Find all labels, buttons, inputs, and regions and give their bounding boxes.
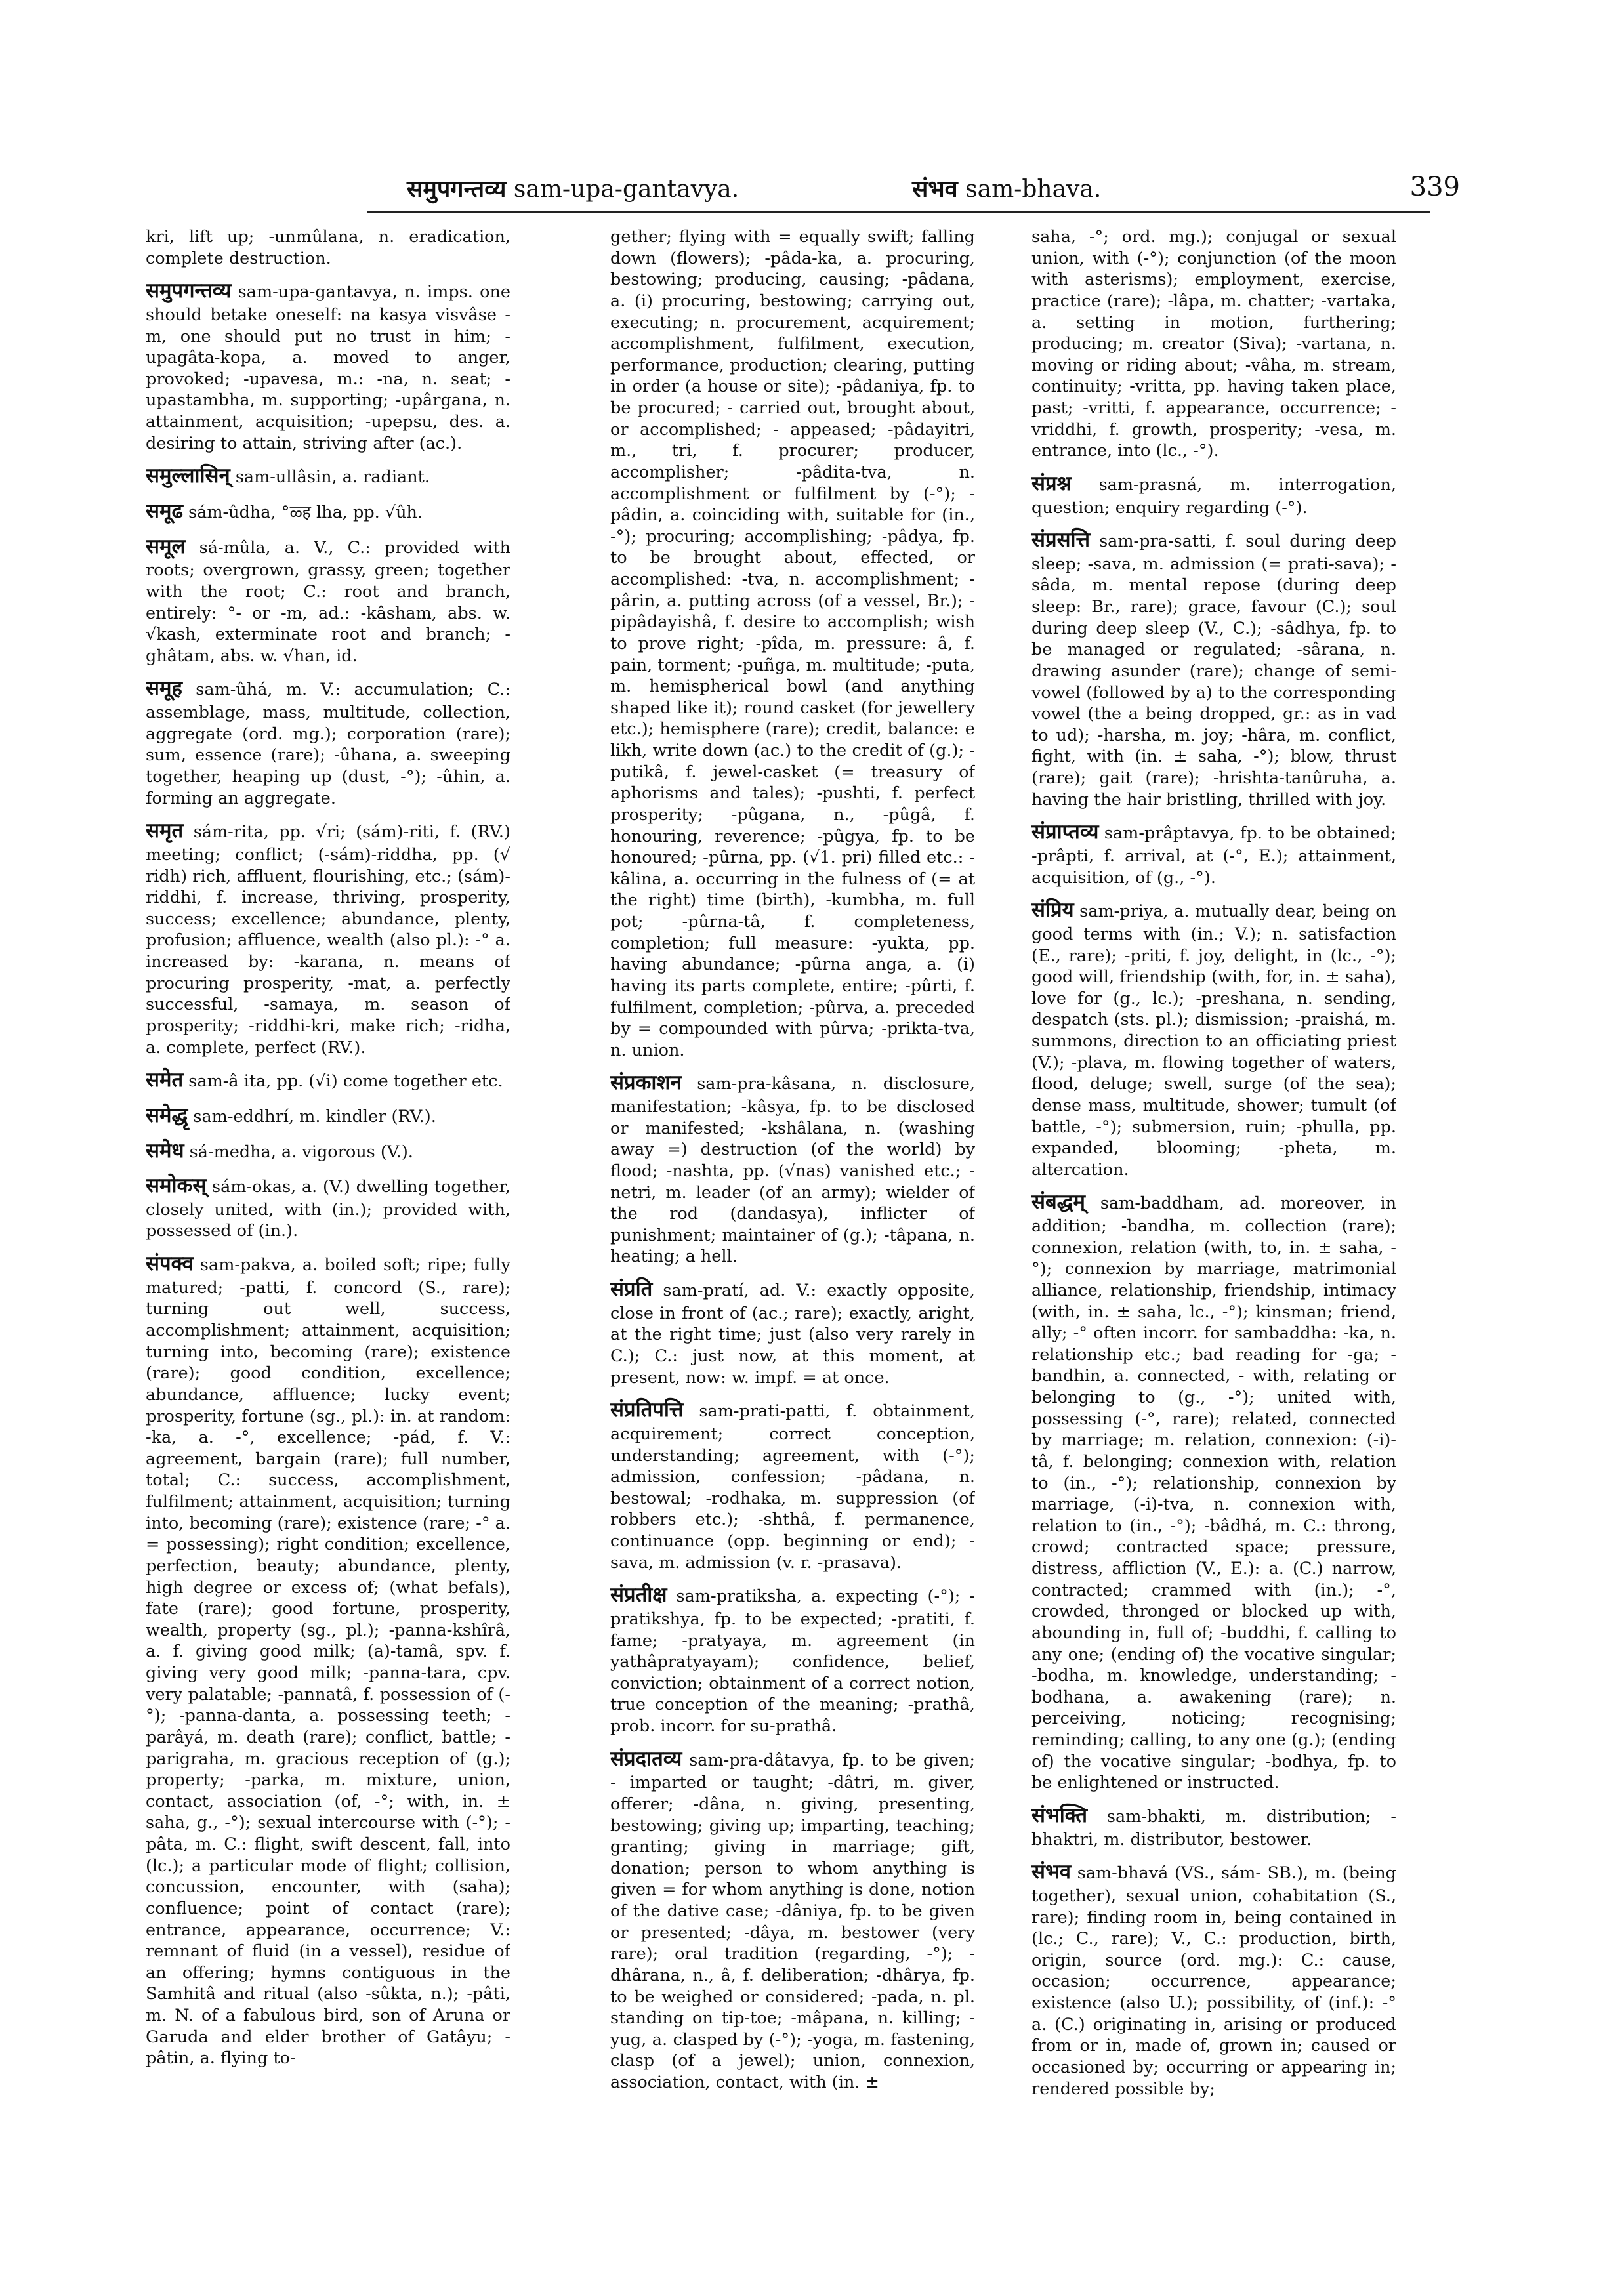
entry-definition: sam-pakva, a. boiled soft; ripe; fully matured; -patti, f. concord (S., rare); turning out well, success, accomplishment; attainment, acquisition; turning into, becoming (rare); existence (rare); good condition, excellence; abundance, affluence; lucky event; prosperity, fortune (sg., pl.): in. at random: -ka, a. -°, excellence; -pád, f. V.: agreement, bargain (rare); full number, total; C.: success, accomplishment, fulfilment; attainment, acquisition; turning into, becoming (rare); existence (rare; -° a. = possessing); right condition; excellence, perfection, beauty; abundance, plenty, high degree or excess of; (what befals), fate (rare); good fortune, prosperity, wealth, property (sg., pl.); -panna-kshîrâ, a. f. giving good milk; (a)-tamâ, spv. f. giving very good milk; -panna-tara, cpv. very palatable; -pannatâ, f. possession of (-°); -panna-danta, a. possessing teeth; -parâyá, m. death (rare); conflict, battle; -parigraha, m. gracious reception of (g.); property; -parka, m. mixture, union, contact, association (of, -°; with, in. ± saha, g., -°); sexual intercourse with (-°); -pâta, m. C.: flight, swift descent, fall, into (lc.); a particular mode of flight; collision, concussion, encounter, with (saha); confluence; point of contact (rare); entrance, appearance, occurrence; V.: remnant of fluid (in a vessel), residue of an offering; hymns contiguous in the Samhitâ and ritual (also -sûkta, n.); -pâti, m. N. of a fabulous bird, son of Aruna or Garuda and elder brother of Gatâyu; -pâtin, a. flying to- — [146, 1255, 510, 2069]
dictionary-entry — [146, 676, 510, 809]
dictionary-entry — [610, 226, 975, 1061]
dictionary-entry — [1031, 819, 1396, 888]
dictionary-entry — [1031, 471, 1396, 518]
entry-headword: संप्राप्तव्य — [1031, 820, 1099, 844]
entry-headword: संप्रतीक्ष — [610, 1583, 667, 1607]
entry-headword: समूह — [146, 676, 182, 701]
dictionary-entry — [146, 1103, 510, 1129]
entry-definition: sam-bhavá (VS., sám- SB.), m. (being together), sexual union, cohabitation (S., rare); finding room in, being contained in (lc.; C., rare); V., C.: production, birth, origin, source (ord. mg.): C.: cause, occasion; occurrence, appearance; existence (also U.); possibility, of (inf.): -° a. (C.) originating in, arising or produced from or in, made of, grown in; caused or occasioned by; occurring or appearing in; rendered possible by; — [1031, 1863, 1396, 2099]
dictionary-entry — [1031, 1189, 1396, 1794]
entry-definition: sam-prasná, m. interrogation, question; enquiry regarding (-°). — [1031, 474, 1396, 518]
dictionary-entry — [1031, 226, 1396, 462]
dictionary-entry — [146, 1067, 510, 1094]
running-head-right-translit: sam-bhava. — [965, 176, 1102, 203]
dictionary-entry — [1031, 1803, 1396, 1850]
running-head-left-translit: sam-upa-gantavya. — [513, 176, 739, 203]
dictionary-entry — [146, 499, 510, 525]
entry-definition: sam-pra-satti, f. soul during deep sleep; -sava, m. admission (= prati-sava); -sâda, m. mental repose (during deep sleep: Br., rare); grace, favour (C.); soul during deep sleep (V., C.); -sâdhya, fp. to be managed or regulated; -sârana, n. drawing asunder (rare); change of semi-vowel (followed by a) to the corresponding vowel (the a being dropped, gr.: as in vad to ud); -harsha, m. joy; -hâra, m. conflict, fight, with (in. ± saha, -°); blow, thrust (rare); gait (rare); -hrishta-tanûruha, a. having the hair bristling, thrilled with joy. — [1031, 531, 1396, 810]
entry-definition: sam-pratiksha, a. expecting (-°); -pratikshya, fp. to be expected; -pratiti, f. fame; -pratyaya, m. agreement (in yathâpratyayam); confidence, belief, conviction; obtainment of a correct notion, true conception of the meaning; -prathâ, prob. incorr. for su-prathâ. — [610, 1586, 975, 1737]
entry-headword: संबद्धम् — [1031, 1190, 1085, 1214]
running-head-left-devanagari: समुपगन्तव्य — [407, 175, 507, 203]
entry-headword: संप्रति — [610, 1277, 653, 1302]
entry-definition: kri, lift up; -unmûlana, n. eradication, complete destruction. — [146, 227, 510, 268]
entry-headword: संप्रतिपत्ति — [610, 1398, 684, 1422]
dictionary-entry — [146, 278, 510, 454]
running-head-right — [912, 172, 1101, 204]
dictionary-entry — [610, 1582, 975, 1737]
entry-headword: संप्रिय — [1031, 898, 1074, 922]
running-head-left — [407, 172, 739, 204]
dictionary-entry — [1031, 527, 1396, 810]
entry-definition: sam-ûhá, m. V.: accumulation; C.: assemblage, mass, multitude, collection, aggregate (ord. mg.); corporation (rare); sum, essence (rare); -ûhana, a. sweeping together, heaping up (dust, -°); -ûhin, a. forming an aggregate. — [146, 680, 510, 808]
entry-definition: sám-ûdha, °ळ्ह lha, pp. √ûh. — [188, 502, 423, 522]
entry-definition: sam-priya, a. mutually dear, being on good terms with (in.; V.); n. satisfaction (E., rare); -priti, f. joy, delight, in (lc., -°); good will, friendship (with, for, in. ± saha), love for (g., lc.); -preshana, n. sending, despatch (sts. pl.); dismission; -praishá, m. summons, direction to an officiating priest (V.); -plava, m. flowing together of waters, flood, deluge; swell, surge (of the sea); dense mass, multitude, shower; tumult (of battle, -°); submersion, ruin; -phulla, pp. expanded, blooming; -pheta, m. altercation. — [1031, 901, 1396, 1180]
entry-definition: sam-upa-gantavya, n. imps. one should betake oneself: na kasya visvâse -m, one should put no trust in him; -upagâta-kopa, a. moved to anger, provoked; -upavesa, m.: -na, n. seat; -upastambha, m. supporting; -upârgana, n. attainment, acquisition; -upepsu, des. a. desiring to attain, striving after (ac.). — [146, 282, 510, 453]
header-rule — [367, 211, 1430, 213]
entry-headword: समुल्लासिन् — [146, 464, 230, 488]
entry-headword: संभव — [1031, 1860, 1071, 1884]
entry-headword: समोकस् — [146, 1174, 207, 1198]
entry-definition: sam-baddham, ad. moreover, in addition; -bandha, m. collection (rare); connexion, relation (with, to, in. ± saha, -°); connexion by marriage, matrimonial alliance, relationship, friendship, intimacy (with, in. ± saha, lc., -°); kinsman; friend, ally; -° often incorr. for sambaddha: -ka, n. relationship etc.; bad reading for -ga; -bandhin, a. connected, - with, relating or belonging to (g., -°); united with, possessing (-°, rare); related, connected by marriage; m. relation, connexion: (-i)-tâ, f. belonging; connexion with, relation to (in., -°); relationship, connexion by marriage, (-i)-tva, n. connexion with, relation to (in., -°); -bâdhá, m. C.: throng, crowd; contracted space; pressure, distress, affliction (V., E.): a. (C.) narrow, contracted; crammed with (in.); -°, crowded, thronged or blocked up with, abounding in, full of; -buddhi, f. calling to any one; (ending of) the vocative singular; -bodha, m. knowledge, understanding; -bodhana, a. awakening (rare); n. perceiving, noticing; recognising; reminding; calling, to any one (g.); (ending of) the vocative singular; -bodhya, fp. to be enlightened or instructed. — [1031, 1193, 1396, 1793]
entry-definition: sam-prati-patti, f. obtainment, acquirement; correct conception, understanding; agreement, with (-°); admission, confession; -pâdana, n. bestowal; -rodhaka, m. suppression (of robbers etc.); -shthâ, f. permanence, continuance (opp. beginning or end); -sava, m. admission (v. r. -prasava). — [610, 1401, 975, 1573]
entry-definition: sam-â ita, pp. (√i) come together etc. — [188, 1071, 503, 1092]
dictionary-entry — [146, 226, 510, 269]
entry-headword: समेत — [146, 1068, 184, 1092]
entry-headword: संपक्व — [146, 1252, 194, 1276]
dictionary-entry — [610, 1277, 975, 1388]
entry-headword: संभक्ति — [1031, 1803, 1088, 1827]
column-2 — [610, 226, 975, 2260]
dictionary-entry — [610, 1397, 975, 1573]
entry-definition: gether; flying with = equally swift; falling down (flowers); -pâda-ka, a. procuring, bestowing; producing, causing; -pâdana, a. (i) procuring, bestowing; carrying out, executing; n. procurement, acquirement; accomplishment, fulfilment, execution, performance, production; clearing, putting in order (a house or site); -pâdaniya, fp. to be procured; - carried out, brought about, or accomplished; - appeased; -pâdayitri, m., tri, f. procurer; producer, accomplisher; -pâdita-tva, n. accomplishment or fulfilment by (-°); -pâdin, a. coinciding with, suitable for (in., -°); procuring; accomplishing; -pâdya, fp. to be brought about, effected, or accomplished: -tva, n. accomplishment; -pârin, a. putting across (of a vessel, Br.); -pipâdayishâ, f. desire to accomplish; wish to prove right; -pîda, m. pressure: â, f. pain, torment; -puñga, m. multitude; -puta, m. hemispherical bowl (and anything shaped like it); round casket (for jewellery etc.); hemisphere (rare); credit, balance: e likh, write down (ac.) to the credit of (g.); -putikâ, f. jewel-casket (= treasury of aphorisms and tales); -pushti, f. perfect prosperity; -pûgana, n., -pûgâ, f. honouring, reverence; -pûgya, fp. to be honoured; -pûrna, pp. (√1. pri) filled etc.: -kâlina, a. occurring in the fulness of (= at the right) time (birth), -kumbha, m. full pot; -pûrna-tâ, f. completeness, completion; full measure: -yukta, pp. having abundance; -pûrna anga, a. (i) having its parts complete, entire; -pûrti, f. fulfilment, completion; -pûrva, a. preceded by = compounded with pûrva; -prikta-tva, n. union. — [610, 227, 975, 1060]
entry-definition: sá-mûla, a. V., C.: provided with roots; overgrown, grassy, green; together with the root; C.: root and branch, entirely: °- or -m, ad.: -kâsham, abs. w. √kash, exterminate root and branch; -ghâtam, abs. w. √han, id. — [146, 537, 510, 666]
entry-definition: saha, -°; ord. mg.); conjugal or sexual union, with (-°); conjunction (of the moon with asterisms); employment, exercise, practice (rare); -lâpa, m. chatter; -vartaka, a. setting in motion, furthering; producing; m. creator (Siva); -vartana, n. moving or riding about; -vâha, m. stream, continuity; -vritta, pp. having taken place, past; -vritti, f. appearance, occurrence; -vriddhi, f. growth, prosperity; -vesa, m. entrance, into (lc., -°). — [1031, 227, 1396, 461]
entry-headword: समृत — [146, 819, 184, 843]
entry-headword: समुपगन्तव्य — [146, 279, 232, 303]
entry-headword: समूल — [146, 534, 186, 558]
entry-definition: sam-ullâsin, a. radiant. — [235, 467, 430, 487]
dictionary-entry — [146, 1173, 510, 1242]
entry-headword: संप्रसत्ति — [1031, 528, 1091, 552]
entry-definition: sám-rita, pp. √ri; (sám)-riti, f. (RV.) meeting; conflict; (-sám)-riddha, pp. (√ ridh) rich, affluent, flourishing, etc.; (sám)-riddhi, f. increase, thriving, prosperity, success; excellence; abundance, plenty, profusion; affluence, wealth (also pl.): -° a. increased by: -karana, n. means of procuring prosperity, -mat, a. perfectly successful, -samaya, m. season of prosperity; -riddhi-kri, make rich; -ridha, a. complete, perfect (RV.). — [146, 822, 510, 1058]
dictionary-entry — [1031, 898, 1396, 1180]
entry-definition: sam-prâptavya, fp. to be obtained; -prâpti, f. arrival, at (-°, E.); attainment, acquisition, of (g., -°). — [1031, 823, 1396, 888]
dictionary-entry — [146, 1138, 510, 1165]
dictionary-entry — [146, 463, 510, 489]
entry-headword: समूढ — [146, 499, 183, 523]
dictionary-entry — [146, 534, 510, 667]
page-number: 339 — [1409, 172, 1460, 202]
dictionary-entry — [146, 818, 510, 1058]
entry-definition: sam-pra-kâsana, n. disclosure, manifestation; -kâsya, fp. to be disclosed or manifested; -kshâlana, n. (washing away =) destruction (of the world) by flood; -nashta, pp. (√nas) vanished etc.; -netri, m. leader (of an army); wielder of the rod (dandasya), inflicter of punishment; maintainer of (g.); -tâpana, n. heating; a hell. — [610, 1074, 975, 1267]
column-1 — [146, 226, 510, 2260]
dictionary-entry — [146, 1251, 510, 2069]
entry-headword: समेद्धृ — [146, 1103, 188, 1127]
dictionary-entry — [610, 1070, 975, 1268]
entry-definition: sam-bhakti, m. distribution; -bhaktri, m. distributor, bestower. — [1031, 1806, 1396, 1850]
entry-definition: sam-pra-dâtavya, fp. to be given; - imparted or taught; -dâtri, m. giver, offerer; -dâna, n. giving, presenting, bestowing; giving up; imparting, teaching; granting; giving in marriage; gift, donation; person to whom anything is given = for whom anything is done, notion of the dative case; -dâniya, fp. to be given or presented; -dâya, m. bestower (very rare); oral tradition (regarding, -°); -dhârana, n., â, f. deliberation; -dhârya, fp. to be weighed or considered; -pada, n. pl. standing on tip-toe; -mâpana, n. killing; -yug, a. clasped by (-°); -yoga, m. fastening, clasp (of a jewel); union, connexion, association, contact, with (in. ± — [610, 1750, 975, 2093]
entry-headword: समेध — [146, 1138, 184, 1163]
dictionary-entry — [1031, 1859, 1396, 2099]
column-3 — [1031, 226, 1396, 2260]
dictionary-entry — [610, 1747, 975, 2094]
entry-definition: sam-pratí, ad. V.: exactly opposite, close in front of (ac.; rare); exactly, aright, at the right time; just (also very rarely in C.); C.: just now, at this moment, at present, now: w. impf. = at once. — [610, 1281, 975, 1388]
entry-definition: sá-medha, a. vigorous (V.). — [189, 1142, 413, 1162]
running-head-right-devanagari: संभव — [912, 175, 958, 203]
entry-definition: sam-eddhrí, m. kindler (RV.). — [193, 1106, 436, 1127]
entry-headword: संप्रकाशन — [610, 1071, 682, 1095]
entry-headword: संप्रदातव्य — [610, 1747, 682, 1771]
entry-definition: sám-okas, a. (V.) dwelling together, closely united, with (in.); provided with, possessed of (in.). — [146, 1177, 510, 1241]
entry-headword: संप्रश्न — [1031, 471, 1072, 495]
running-head — [367, 172, 1460, 211]
